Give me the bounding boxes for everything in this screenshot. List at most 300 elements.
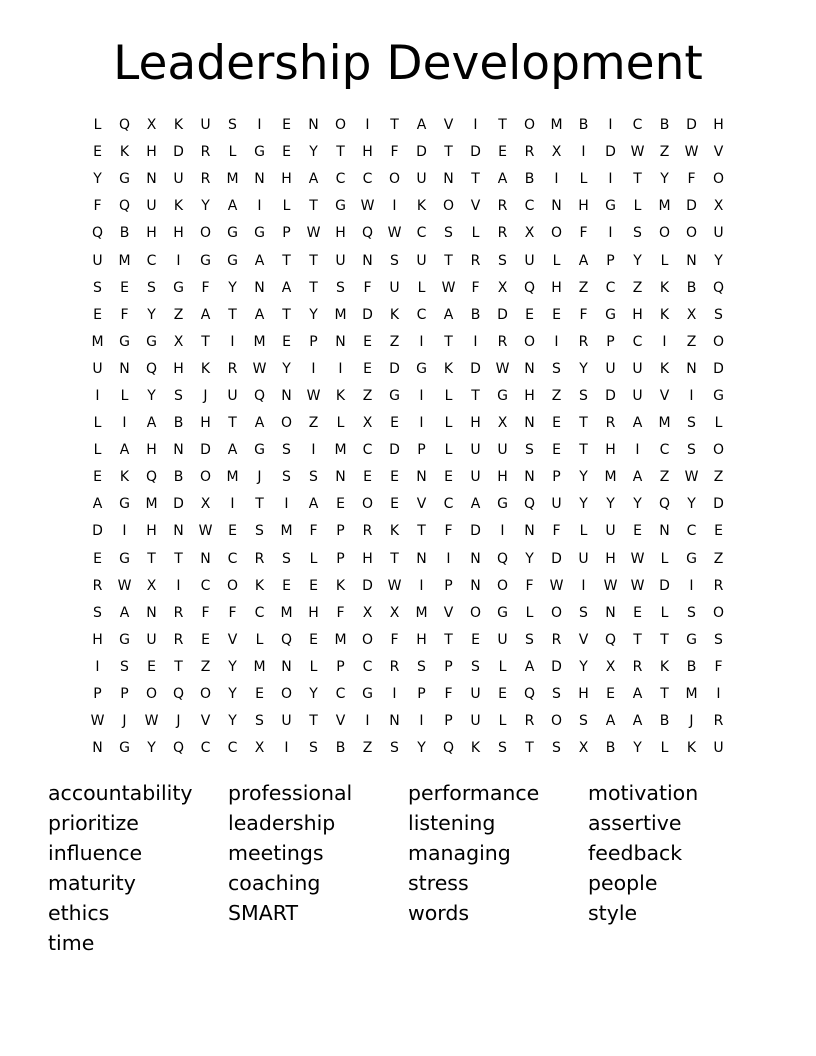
grid-letter: N xyxy=(254,279,265,296)
word-list-item: ethics xyxy=(48,901,110,925)
grid-letter: V xyxy=(470,198,481,215)
grid-letter: N xyxy=(470,577,481,594)
grid-letter: G xyxy=(173,279,184,296)
grid-letter: C xyxy=(686,523,697,540)
grid-letter: T xyxy=(282,252,291,269)
grid-letter: Q xyxy=(91,225,104,242)
grid-letter: Z xyxy=(389,333,400,350)
grid-letter: N xyxy=(146,171,157,188)
grid-letter: S xyxy=(228,117,237,134)
grid-letter: F xyxy=(390,631,399,648)
grid-letter: G xyxy=(497,496,508,513)
grid-letter: R xyxy=(173,631,184,648)
grid-letter: K xyxy=(119,144,130,161)
grid-letter: G xyxy=(362,686,373,703)
grid-letter: H xyxy=(173,360,184,377)
grid-letter: I xyxy=(365,117,370,134)
grid-letter: N xyxy=(551,198,562,215)
grid-letter: K xyxy=(659,306,670,323)
grid-letter: M xyxy=(550,117,563,134)
grid-letter: P xyxy=(93,686,102,703)
grid-letter: F xyxy=(390,144,399,161)
grid-letter: A xyxy=(497,171,508,188)
grid-letter: P xyxy=(282,225,291,242)
grid-letter: U xyxy=(146,198,157,215)
grid-letter: C xyxy=(254,604,265,621)
grid-letter: W xyxy=(441,279,456,296)
grid-letter: M xyxy=(685,686,698,703)
grid-letter: U xyxy=(470,686,481,703)
grid-letter: D xyxy=(551,550,562,567)
grid-letter: U xyxy=(497,631,508,648)
grid-letter: W xyxy=(144,713,159,730)
grid-letter: E xyxy=(201,631,210,648)
grid-letter: Y xyxy=(228,686,237,703)
grid-letter: G xyxy=(686,550,697,567)
grid-letter: T xyxy=(201,333,210,350)
grid-letter: P xyxy=(336,658,345,675)
grid-letter: I xyxy=(419,713,424,730)
grid-letter: D xyxy=(173,144,184,161)
grid-letter: N xyxy=(524,523,535,540)
grid-letter: K xyxy=(470,740,481,757)
grid-letter: R xyxy=(551,631,562,648)
grid-letter: W xyxy=(387,577,402,594)
grid-letter: L xyxy=(282,198,291,215)
grid-letter: P xyxy=(606,333,615,350)
grid-letter: M xyxy=(415,604,428,621)
grid-letter: U xyxy=(416,171,427,188)
grid-letter: Q xyxy=(658,496,671,513)
grid-letter: E xyxy=(282,333,291,350)
grid-letter: G xyxy=(686,631,697,648)
grid-letter: K xyxy=(173,117,184,134)
grid-letter: G xyxy=(254,144,265,161)
grid-letter: V xyxy=(335,713,346,730)
grid-letter: E xyxy=(390,469,399,486)
grid-letter: G xyxy=(119,171,130,188)
grid-letter: G xyxy=(335,198,346,215)
letter-grid xyxy=(84,112,732,762)
grid-letter: Y xyxy=(687,496,696,513)
grid-letter: K xyxy=(254,577,265,594)
grid-letter: L xyxy=(444,415,453,432)
grid-letter: D xyxy=(659,577,670,594)
grid-letter: S xyxy=(714,631,723,648)
grid-letter: R xyxy=(254,550,265,567)
grid-letter: L xyxy=(660,252,669,269)
grid-letter: O xyxy=(523,333,536,350)
grid-letter: I xyxy=(257,117,262,134)
grid-letter: X xyxy=(389,604,400,621)
grid-letter: H xyxy=(146,225,157,242)
grid-letter: H xyxy=(146,523,157,540)
grid-letter: L xyxy=(660,740,669,757)
grid-letter: Z xyxy=(308,415,319,432)
grid-letter: Y xyxy=(147,387,156,404)
grid-letter: N xyxy=(308,117,319,134)
grid-letter: A xyxy=(308,496,319,513)
grid-letter: Y xyxy=(228,713,237,730)
grid-letter: C xyxy=(362,442,373,459)
grid-letter: O xyxy=(334,117,347,134)
grid-letter: Y xyxy=(579,360,588,377)
grid-letter: S xyxy=(390,740,399,757)
grid-letter: K xyxy=(200,360,211,377)
grid-letter: Y xyxy=(147,740,156,757)
grid-letter: G xyxy=(254,225,265,242)
grid-letter: P xyxy=(120,686,129,703)
grid-letter: E xyxy=(471,631,480,648)
grid-letter: X xyxy=(497,279,508,296)
grid-letter: M xyxy=(145,496,158,513)
grid-letter: O xyxy=(388,171,401,188)
grid-letter: G xyxy=(200,252,211,269)
grid-letter: I xyxy=(500,523,505,540)
grid-letter: I xyxy=(419,577,424,594)
grid-letter: D xyxy=(551,658,562,675)
grid-letter: C xyxy=(605,279,616,296)
grid-row xyxy=(84,112,732,139)
grid-letter: G xyxy=(119,333,130,350)
grid-letter: U xyxy=(713,225,724,242)
grid-letter: M xyxy=(280,523,293,540)
grid-letter: Y xyxy=(417,740,426,757)
grid-letter: H xyxy=(416,631,427,648)
grid-letter: Y xyxy=(579,658,588,675)
grid-letter: O xyxy=(496,577,509,594)
grid-letter: C xyxy=(227,550,238,567)
word-list-item: professional xyxy=(228,781,353,805)
grid-row xyxy=(84,573,732,600)
grid-letter: S xyxy=(93,279,102,296)
grid-letter: L xyxy=(660,550,669,567)
grid-row xyxy=(84,491,732,518)
grid-letter: E xyxy=(255,686,264,703)
grid-letter: C xyxy=(200,740,211,757)
grid-letter: C xyxy=(524,198,535,215)
grid-letter: I xyxy=(473,117,478,134)
grid-letter: Q xyxy=(118,198,131,215)
grid-letter: F xyxy=(93,198,102,215)
grid-letter: N xyxy=(335,333,346,350)
grid-letter: T xyxy=(444,144,453,161)
grid-letter: T xyxy=(579,442,588,459)
grid-letter: H xyxy=(335,225,346,242)
grid-letter: K xyxy=(659,658,670,675)
grid-letter: R xyxy=(92,577,103,594)
grid-letter: I xyxy=(635,442,640,459)
grid-letter: N xyxy=(416,550,427,567)
grid-letter: E xyxy=(390,496,399,513)
grid-letter: R xyxy=(497,225,508,242)
grid-letter: T xyxy=(660,631,669,648)
grid-letter: Y xyxy=(228,658,237,675)
grid-letter: S xyxy=(282,442,291,459)
grid-letter: I xyxy=(230,333,235,350)
grid-letter: A xyxy=(281,279,292,296)
grid-letter: F xyxy=(120,306,129,323)
grid-letter: Q xyxy=(496,550,509,567)
grid-letter: K xyxy=(335,577,346,594)
grid-letter: C xyxy=(443,496,454,513)
grid-letter: A xyxy=(524,658,535,675)
grid-letter: L xyxy=(417,279,426,296)
grid-letter: I xyxy=(608,225,613,242)
grid-letter: S xyxy=(255,713,264,730)
grid-letter: S xyxy=(417,658,426,675)
grid-letter: M xyxy=(253,658,266,675)
grid-letter: K xyxy=(659,360,670,377)
grid-letter: D xyxy=(173,496,184,513)
grid-letter: S xyxy=(579,387,588,404)
grid-letter: L xyxy=(120,387,129,404)
grid-letter: E xyxy=(93,469,102,486)
grid-letter: G xyxy=(416,360,427,377)
grid-letter: O xyxy=(550,225,563,242)
grid-letter: K xyxy=(119,469,130,486)
grid-letter: S xyxy=(498,740,507,757)
grid-letter: R xyxy=(362,523,373,540)
grid-letter: S xyxy=(714,306,723,323)
grid-letter: O xyxy=(361,631,374,648)
grid-letter: H xyxy=(200,415,211,432)
grid-letter: I xyxy=(473,333,478,350)
grid-letter: U xyxy=(281,713,292,730)
grid-letter: E xyxy=(93,144,102,161)
grid-letter: S xyxy=(579,713,588,730)
grid-letter: N xyxy=(686,252,697,269)
grid-letter: U xyxy=(470,442,481,459)
grid-letter: M xyxy=(334,306,347,323)
grid-letter: G xyxy=(119,496,130,513)
grid-letter: C xyxy=(227,740,238,757)
grid-letter: W xyxy=(117,577,132,594)
grid-letter: F xyxy=(336,604,345,621)
grid-letter: U xyxy=(173,171,184,188)
word-list-item: maturity xyxy=(48,871,136,895)
grid-letter: U xyxy=(146,631,157,648)
grid-letter: V xyxy=(416,496,427,513)
grid-letter: E xyxy=(363,469,372,486)
grid-letter: P xyxy=(309,333,318,350)
grid-row xyxy=(84,356,732,383)
grid-letter: O xyxy=(523,117,536,134)
grid-letter: Y xyxy=(579,469,588,486)
grid-letter: C xyxy=(632,117,643,134)
grid-letter: C xyxy=(659,442,670,459)
grid-letter: T xyxy=(228,306,237,323)
grid-letter: E xyxy=(525,306,534,323)
grid-letter: M xyxy=(280,604,293,621)
grid-letter: Y xyxy=(606,496,615,513)
grid-letter: L xyxy=(552,252,561,269)
grid-row xyxy=(84,139,732,166)
grid-letter: U xyxy=(389,279,400,296)
grid-letter: X xyxy=(497,415,508,432)
grid-letter: D xyxy=(686,198,697,215)
grid-letter: L xyxy=(579,171,588,188)
grid-letter: I xyxy=(284,740,289,757)
grid-letter: M xyxy=(604,469,617,486)
grid-row xyxy=(84,708,732,735)
grid-letter: R xyxy=(713,577,724,594)
grid-letter: A xyxy=(470,496,481,513)
grid-letter: A xyxy=(254,252,265,269)
grid-letter: E xyxy=(147,658,156,675)
grid-letter: U xyxy=(470,469,481,486)
grid-letter: V xyxy=(227,631,238,648)
grid-letter: O xyxy=(469,604,482,621)
grid-letter: S xyxy=(633,225,642,242)
word-list-item: meetings xyxy=(228,841,324,865)
grid-letter: R xyxy=(578,333,589,350)
grid-letter: N xyxy=(470,550,481,567)
grid-letter: N xyxy=(524,360,535,377)
grid-letter: O xyxy=(199,686,212,703)
grid-letter: K xyxy=(686,740,697,757)
grid-letter: U xyxy=(470,713,481,730)
puzzle-title: Leadership Development xyxy=(113,36,703,91)
grid-letter: Z xyxy=(362,740,373,757)
grid-letter: E xyxy=(282,577,291,594)
grid-letter: Q xyxy=(523,279,536,296)
grid-letter: R xyxy=(713,713,724,730)
grid-letter: S xyxy=(309,469,318,486)
grid-letter: E xyxy=(444,469,453,486)
grid-letter: I xyxy=(689,577,694,594)
grid-letter: R xyxy=(200,171,211,188)
grid-letter: A xyxy=(605,713,616,730)
grid-letter: N xyxy=(335,469,346,486)
grid-row xyxy=(84,166,732,193)
grid-letter: W xyxy=(684,144,699,161)
grid-row xyxy=(84,193,732,220)
grid-row xyxy=(84,383,732,410)
grid-letter: I xyxy=(122,523,127,540)
word-list-item: feedback xyxy=(588,841,683,865)
grid-letter: R xyxy=(605,415,616,432)
grid-letter: E xyxy=(552,442,561,459)
grid-letter: T xyxy=(444,631,453,648)
grid-letter: J xyxy=(176,713,181,730)
grid-letter: E xyxy=(93,550,102,567)
grid-letter: L xyxy=(714,415,723,432)
grid-letter: N xyxy=(92,740,103,757)
grid-letter: U xyxy=(524,252,535,269)
grid-letter: D xyxy=(713,360,724,377)
grid-letter: I xyxy=(419,333,424,350)
grid-letter: E xyxy=(552,306,561,323)
grid-letter: W xyxy=(252,360,267,377)
grid-letter: N xyxy=(605,604,616,621)
grid-letter: E xyxy=(120,279,129,296)
grid-letter: Z xyxy=(632,279,643,296)
grid-letter: Q xyxy=(253,387,266,404)
grid-letter: U xyxy=(605,523,616,540)
grid-letter: H xyxy=(497,469,508,486)
grid-letter: D xyxy=(713,496,724,513)
grid-letter: S xyxy=(282,469,291,486)
grid-letter: D xyxy=(605,144,616,161)
grid-letter: S xyxy=(687,604,696,621)
grid-letter: L xyxy=(93,442,102,459)
grid-letter: A xyxy=(227,198,238,215)
grid-row xyxy=(84,275,732,302)
grid-row xyxy=(84,600,732,627)
grid-letter: I xyxy=(311,360,316,377)
grid-letter: Q xyxy=(523,496,536,513)
grid-letter: G xyxy=(605,306,616,323)
grid-letter: E xyxy=(228,523,237,540)
grid-letter: F xyxy=(579,225,588,242)
grid-letter: X xyxy=(713,198,724,215)
grid-letter: L xyxy=(498,658,507,675)
grid-letter: S xyxy=(120,658,129,675)
grid-letter: O xyxy=(685,225,698,242)
grid-letter: W xyxy=(603,577,618,594)
grid-letter: U xyxy=(227,387,238,404)
grid-letter: I xyxy=(419,415,424,432)
grid-letter: S xyxy=(525,442,534,459)
grid-row xyxy=(84,546,732,573)
grid-letter: W xyxy=(198,523,213,540)
grid-letter: Q xyxy=(280,631,293,648)
grid-letter: S xyxy=(255,523,264,540)
word-list-item: coaching xyxy=(228,871,321,895)
grid-letter: Z xyxy=(200,658,211,675)
grid-letter: I xyxy=(608,117,613,134)
grid-letter: M xyxy=(226,171,239,188)
grid-letter: U xyxy=(551,496,562,513)
grid-letter: C xyxy=(335,686,346,703)
grid-letter: H xyxy=(605,442,616,459)
grid-letter: I xyxy=(365,713,370,730)
word-list-item: accountability xyxy=(48,781,193,805)
grid-letter: S xyxy=(525,631,534,648)
grid-letter: S xyxy=(174,387,183,404)
grid-letter: I xyxy=(662,333,667,350)
grid-letter: L xyxy=(228,144,237,161)
grid-letter: C xyxy=(200,577,211,594)
grid-letter: E xyxy=(309,577,318,594)
grid-letter: B xyxy=(605,740,616,757)
grid-letter: O xyxy=(550,713,563,730)
grid-letter: B xyxy=(335,740,346,757)
word-list-item: influence xyxy=(48,841,143,865)
grid-letter: N xyxy=(524,469,535,486)
grid-row xyxy=(84,654,732,681)
grid-letter: A xyxy=(254,415,265,432)
word-list xyxy=(48,778,768,958)
grid-letter: O xyxy=(280,415,293,432)
grid-letter: M xyxy=(658,415,671,432)
grid-letter: R xyxy=(227,360,238,377)
grid-letter: Z xyxy=(362,387,373,404)
grid-letter: S xyxy=(687,442,696,459)
grid-letter: I xyxy=(392,686,397,703)
word-list-item: performance xyxy=(408,781,540,805)
grid-letter: Y xyxy=(93,171,102,188)
grid-letter: S xyxy=(552,686,561,703)
grid-letter: S xyxy=(579,604,588,621)
grid-letter: Y xyxy=(309,686,318,703)
grid-letter: Z xyxy=(713,550,724,567)
grid-letter: N xyxy=(686,360,697,377)
grid-letter: E xyxy=(714,523,723,540)
grid-letter: F xyxy=(444,686,453,703)
grid-letter: B xyxy=(173,469,184,486)
